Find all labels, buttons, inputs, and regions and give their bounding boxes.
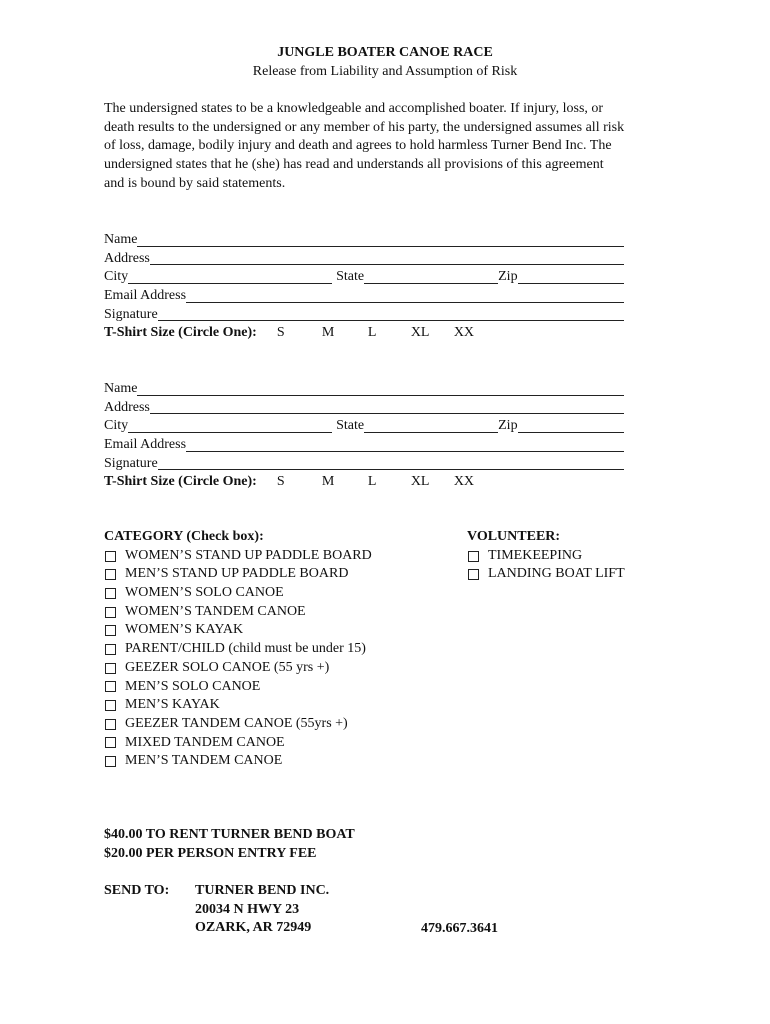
category-item[interactable] xyxy=(104,659,444,678)
mailing-address xyxy=(195,882,329,938)
tshirt-label: T-Shirt Size (Circle One): xyxy=(104,474,257,490)
email-field[interactable] xyxy=(186,437,624,452)
signature-row xyxy=(104,455,624,474)
release-statement xyxy=(104,100,684,194)
zip-label: Zip xyxy=(498,269,518,285)
size-option-xx[interactable]: XX xyxy=(453,474,475,490)
size-option-m[interactable]: M xyxy=(321,325,335,341)
category-item[interactable] xyxy=(104,696,444,715)
release-line: and is bound by said statements. xyxy=(104,175,286,191)
document-title: JUNGLE BOATER CANOE RACE xyxy=(277,45,493,60)
state-label: State xyxy=(336,418,365,434)
phone-number: 479.667.3641 xyxy=(421,921,498,936)
address-line-3: OZARK, AR 72949 xyxy=(195,920,312,936)
size-option-l[interactable]: L xyxy=(367,325,377,341)
category-item[interactable] xyxy=(104,752,444,771)
size-option-l[interactable]: L xyxy=(367,474,377,490)
tshirt-row xyxy=(104,324,624,343)
category-item[interactable] xyxy=(104,547,444,566)
signature-field[interactable] xyxy=(158,455,624,470)
size-option-xl[interactable]: XL xyxy=(410,325,430,341)
zip-label: Zip xyxy=(498,418,518,434)
size-option-xx[interactable]: XX xyxy=(453,325,475,341)
category-item[interactable] xyxy=(104,715,444,734)
category-label: MEN’S TANDEM CANOE xyxy=(125,753,283,769)
send-to-label: SEND TO: xyxy=(104,883,170,898)
email-label: Email Address xyxy=(104,437,187,453)
category-label: GEEZER TANDEM CANOE (55yrs +) xyxy=(125,715,348,731)
address-row xyxy=(104,250,624,269)
volunteer-item[interactable] xyxy=(467,547,717,566)
category-label: PARENT/CHILD (child must be under 15) xyxy=(125,641,366,657)
release-line: death results to the undersigned or any member of his party, the undersigned assumes all risk xyxy=(104,119,625,135)
checkbox-icon[interactable] xyxy=(105,663,116,674)
email-row xyxy=(104,287,624,306)
address-line-1: TURNER BEND INC. xyxy=(195,883,330,898)
checkbox-icon[interactable] xyxy=(105,551,116,562)
state-field[interactable] xyxy=(364,269,498,284)
name-row xyxy=(104,380,624,399)
address-row xyxy=(104,399,624,418)
entry-fee: $20.00 PER PERSON ENTRY FEE xyxy=(104,845,317,861)
checkbox-icon[interactable] xyxy=(468,569,479,580)
name-row xyxy=(104,231,624,250)
address-field[interactable] xyxy=(150,399,624,414)
volunteer-label: TIMEKEEPING xyxy=(488,547,583,563)
email-label: Email Address xyxy=(104,288,187,304)
category-item[interactable] xyxy=(104,565,444,584)
signature-label: Signature xyxy=(104,306,158,322)
city-state-zip-row xyxy=(104,417,624,436)
email-row xyxy=(104,436,624,455)
tshirt-size-options xyxy=(277,324,474,343)
rent-fee: $40.00 TO RENT TURNER BEND BOAT xyxy=(104,827,355,842)
zip-field[interactable] xyxy=(518,418,624,433)
category-item[interactable] xyxy=(104,734,444,753)
name-label: Name xyxy=(104,231,138,247)
checkbox-icon[interactable] xyxy=(105,625,116,636)
category-item[interactable] xyxy=(104,678,444,697)
size-option-xl[interactable]: XL xyxy=(410,474,430,490)
participant-form-1 xyxy=(104,231,624,343)
zip-field[interactable] xyxy=(518,269,624,284)
size-option-s[interactable]: S xyxy=(276,325,285,341)
address-field[interactable] xyxy=(150,250,624,265)
category-heading: CATEGORY (Check box): xyxy=(104,529,264,544)
tshirt-label: T-Shirt Size (Circle One): xyxy=(104,325,257,341)
state-label: State xyxy=(336,269,365,285)
checkbox-icon[interactable] xyxy=(105,588,116,599)
name-field[interactable] xyxy=(137,232,624,247)
signature-row xyxy=(104,306,624,325)
participant-form-2 xyxy=(104,380,624,492)
name-field[interactable] xyxy=(137,381,624,396)
city-state-zip-row xyxy=(104,268,624,287)
tshirt-row xyxy=(104,473,624,492)
city-field[interactable] xyxy=(128,269,332,284)
category-label: MEN’S SOLO CANOE xyxy=(125,678,261,694)
volunteer-heading: VOLUNTEER: xyxy=(467,529,561,544)
address-label: Address xyxy=(104,250,150,266)
category-label: MEN’S STAND UP PADDLE BOARD xyxy=(125,566,349,582)
size-option-m[interactable]: M xyxy=(321,474,335,490)
volunteer-label: LANDING BOAT LIFT xyxy=(488,566,625,582)
fees-section xyxy=(104,826,355,863)
category-section xyxy=(104,528,444,771)
category-item[interactable] xyxy=(104,621,444,640)
city-label: City xyxy=(104,269,129,285)
state-field[interactable] xyxy=(364,418,498,433)
checkbox-icon[interactable] xyxy=(105,756,116,767)
category-label: MEN’S KAYAK xyxy=(125,697,220,713)
tshirt-size-options xyxy=(277,473,474,492)
address-line-2: 20034 N HWY 23 xyxy=(195,901,300,917)
signature-label: Signature xyxy=(104,455,158,471)
category-item[interactable] xyxy=(104,584,444,603)
city-field[interactable] xyxy=(128,418,332,433)
email-field[interactable] xyxy=(186,288,624,303)
category-label: MIXED TANDEM CANOE xyxy=(125,734,285,750)
volunteer-item[interactable] xyxy=(467,565,717,584)
category-label: GEEZER SOLO CANOE (55 yrs +) xyxy=(125,659,330,675)
volunteer-section xyxy=(467,528,717,584)
release-line: undersigned states that he (she) has read and understands all provisions of this agreement xyxy=(104,157,604,173)
category-label: WOMEN’S TANDEM CANOE xyxy=(125,603,306,619)
checkbox-icon[interactable] xyxy=(105,644,116,655)
name-label: Name xyxy=(104,380,138,396)
release-line: The undersigned states to be a knowledgeable and accomplished boater. If injury, loss, or xyxy=(104,101,604,116)
document-subtitle: Release from Liability and Assumption of Risk xyxy=(252,64,518,79)
checkbox-icon[interactable] xyxy=(105,681,116,692)
category-label: WOMEN’S STAND UP PADDLE BOARD xyxy=(125,547,372,563)
category-item[interactable] xyxy=(104,603,444,622)
checkbox-icon[interactable] xyxy=(105,569,116,580)
checkbox-icon[interactable] xyxy=(105,737,116,748)
checkbox-icon[interactable] xyxy=(105,700,116,711)
address-label: Address xyxy=(104,399,150,415)
size-option-s[interactable]: S xyxy=(276,474,285,490)
city-label: City xyxy=(104,418,129,434)
category-label: WOMEN’S KAYAK xyxy=(125,622,244,638)
checkbox-icon[interactable] xyxy=(105,607,116,618)
signature-field[interactable] xyxy=(158,306,624,321)
category-label: WOMEN’S SOLO CANOE xyxy=(125,585,284,601)
category-item[interactable] xyxy=(104,640,444,659)
checkbox-icon[interactable] xyxy=(468,551,479,562)
release-line: of loss, damage, bodily injury and death and agrees to hold harmless Turner Bend Inc. The xyxy=(104,138,612,154)
checkbox-icon[interactable] xyxy=(105,719,116,730)
